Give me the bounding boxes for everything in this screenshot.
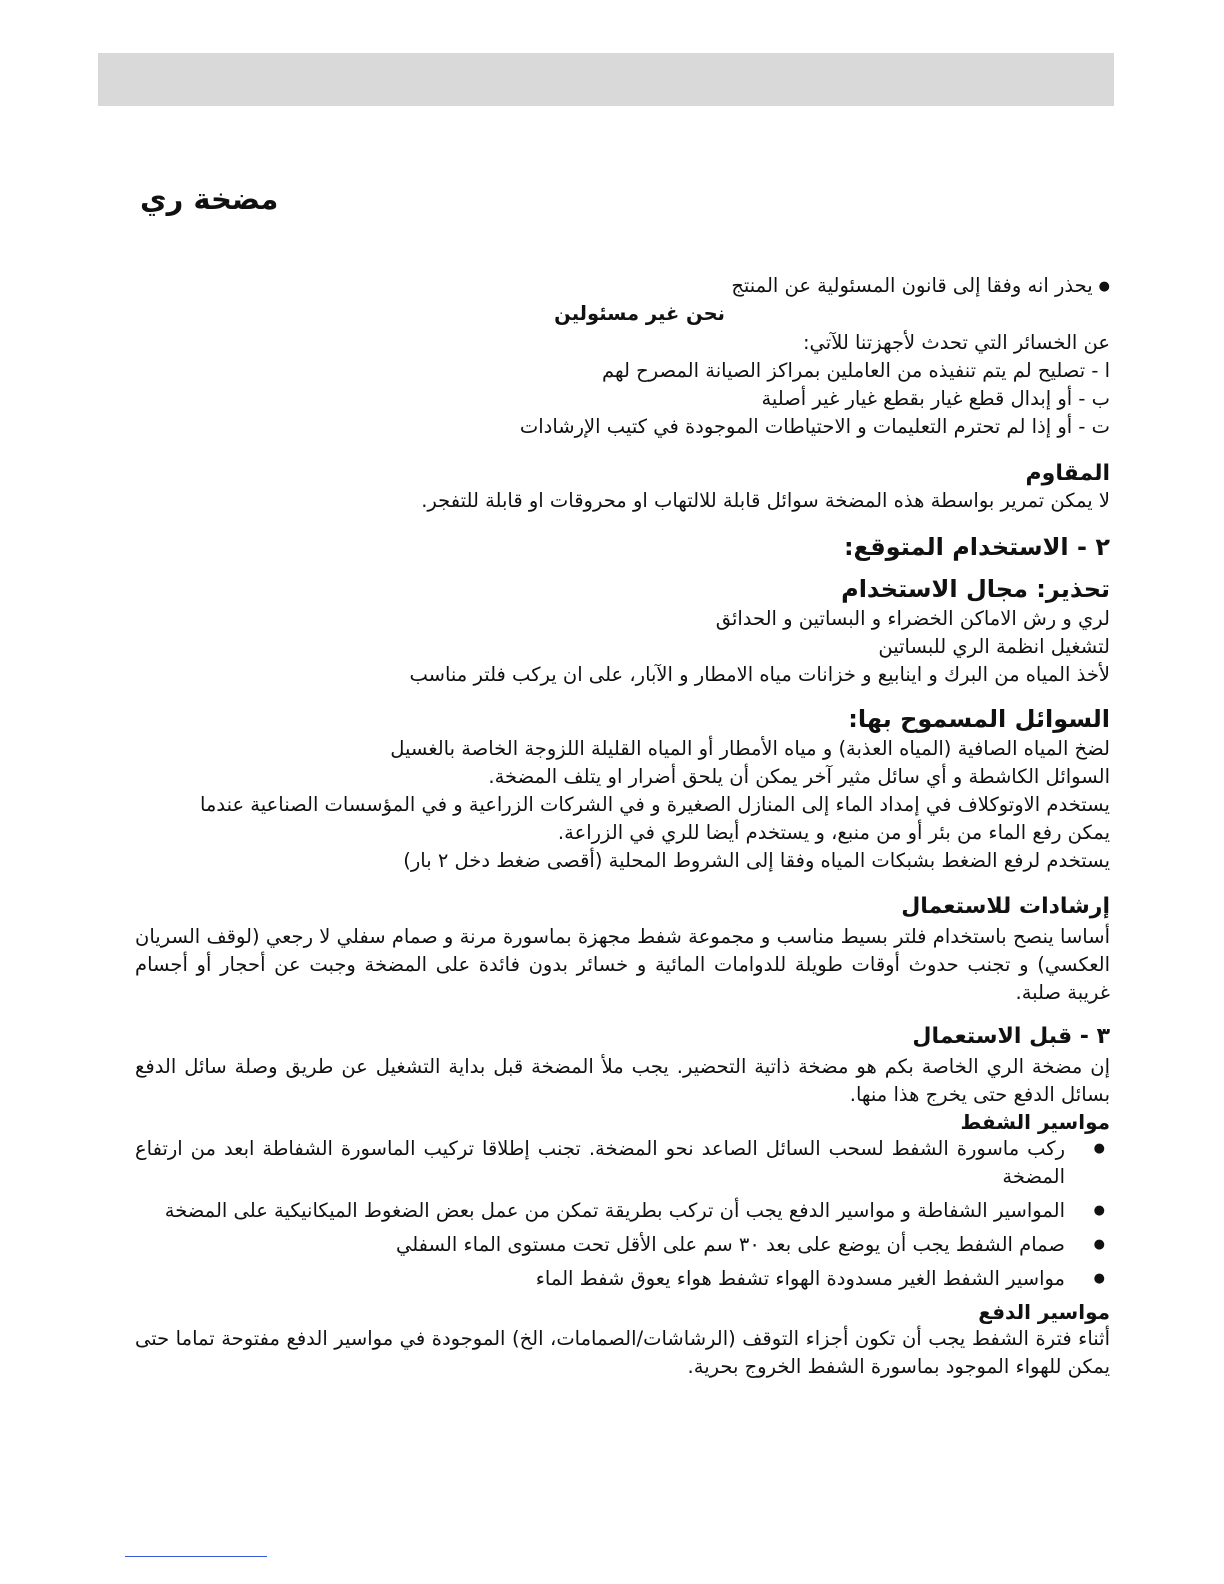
suction-pipes-heading: مواسير الشفط	[960, 1110, 1110, 1134]
list-item: ● مواسير الشفط الغير مسدودة الهواء تشفط هواء يعوق شفط الماء	[135, 1265, 1110, 1293]
footnote-separator	[125, 1556, 267, 1557]
document-body	[135, 272, 1110, 1381]
allowed-fluids-line: يمكن رفع الماء من بئر أو من منبع، و يستخدم أيضا للري في الزراعة.	[557, 821, 1110, 844]
list-item: ● المواسير الشفاطة و مواسير الدفع يجب أن تركب بطريقة تمكن من عمل بعض الضغوط الميكانيكية على المضخة	[135, 1197, 1110, 1225]
allowed-fluids-line: السوائل الكاشطة و أي سائل مثير آخر يمكن أن يلحق أضرار او يتلف المضخة.	[488, 765, 1110, 788]
resistance-heading: المقاوم	[1025, 461, 1110, 486]
warning-item-a: ا - تصليح لم يتم تنفيذه من العاملين بمراكز الصيانة المصرح لهم	[602, 359, 1110, 382]
before-use-text: إن مضخة الري الخاصة بكم هو مضخة ذاتية التحضير. يجب ملأ المضخة قبل بداية التشغيل عن طريق وصلة سائل الدفع بسائل الدفع حتى يخرج هذا منها.	[135, 1055, 1110, 1106]
usage-scope-line: لتشغيل انظمة الري للبساتين	[878, 635, 1110, 658]
usage-instructions-text: أساسا ينصح باستخدام فلتر بسيط مناسب و مجموعة شفط مجهزة بماسورة مرنة و صمام سفلي لا رجعي (لوقف السريان العكسي) و تجنب حدوث أوقات طويلة للدوامات المائية و خسائر بدون فائدة على المضخة وجبت عن أحجار أو أجسام غريبة صلبة.	[135, 925, 1110, 1004]
discharge-pipes-text: أثناء فترة الشفط يجب أن تكون أجزاء التوقف (الرشاشات/الصمامات، الخ) الموجودة في مواسير الدفع مفتوحة تماما حتى يمكن للهواء الموجود بماسورة الشفط الخروج بحرية.	[135, 1327, 1110, 1378]
warning-item-b: ب - أو إبدال قطع غيار بقطع غيار غير أصلية	[761, 387, 1110, 410]
header-bar	[98, 53, 1114, 106]
warning-line2: عن الخسائر التي تحدث لأجهزتنا للآتي:	[802, 331, 1110, 354]
page-title: مضخة ري	[140, 182, 279, 216]
warning-intro: ● يحذر انه وفقا إلى قانون المسئولية عن المنتج	[135, 272, 1110, 301]
list-item: ● صمام الشفط يجب أن يوضع على بعد ٣٠ سم على الأقل تحت مستوى الماء السفلي	[135, 1231, 1110, 1259]
intended-use-heading: ٢ - الاستخدام المتوقع:	[843, 533, 1110, 561]
usage-scope-heading: تحذير: مجال الاستخدام	[841, 575, 1110, 603]
suction-pipes-list	[135, 1135, 1110, 1293]
allowed-fluids-line: لضخ المياه الصافية (المياه العذبة) و مياه الأمطار أو المياه القليلة اللزوجة الخاصة بالغسيل	[390, 737, 1110, 760]
discharge-pipes-heading: مواسير الدفع	[978, 1300, 1110, 1324]
usage-scope-line: لأخذ المياه من البرك و اينابيع و خزانات مياه الامطار و الآبار، على ان يركب فلتر مناسب	[409, 663, 1110, 686]
usage-instructions-heading: إرشادات للاستعمال	[901, 894, 1110, 919]
before-use-heading: ٣ - قبل الاستعمال	[912, 1024, 1110, 1049]
allowed-fluids-heading: السوائل المسموح بها:	[848, 705, 1110, 733]
list-item: ● ركب ماسورة الشفط لسحب السائل الصاعد نحو المضخة. تجنب إطلاقا تركيب الماسورة الشفاطة ابعد من ارتفاع المضخة	[135, 1135, 1110, 1191]
usage-scope-line: لري و رش الاماكن الخضراء و البساتين و الحدائق	[715, 607, 1110, 630]
warning-bold: نحن غير مسئولين	[554, 302, 725, 325]
warning-item-c: ت - أو إذا لم تحترم التعليمات و الاحتياطات الموجودة في كتيب الإرشادات	[519, 415, 1110, 438]
resistance-text: لا يمكن تمرير بواسطة هذه المضخة سوائل قابلة للالتهاب او محروقات او قابلة للتفجر.	[421, 489, 1110, 512]
allowed-fluids-line: يستخدم لرفع الضغط بشبكات المياه وفقا إلى الشروط المحلية (أقصى ضغط دخل ٢ بار)	[403, 849, 1110, 872]
allowed-fluids-line: يستخدم الاوتوكلاف في إمداد الماء إلى المنازل الصغيرة و في الشركات الزراعية و في المؤسسات الصناعية عندما	[199, 793, 1110, 816]
